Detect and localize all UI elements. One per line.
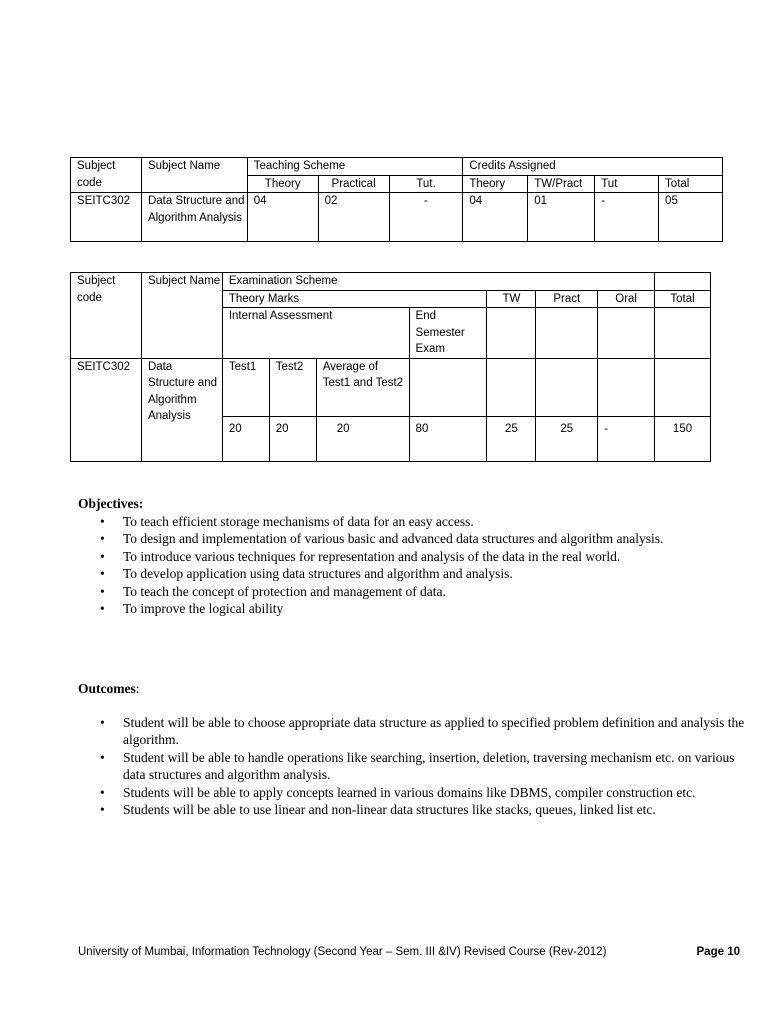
test2-cell: 20 — [269, 416, 316, 461]
blank-cell — [536, 358, 598, 416]
blank-cell — [655, 308, 711, 359]
header-credit-theory: Theory — [463, 175, 528, 193]
list-item: • To improve the logical ability — [123, 600, 748, 618]
table-row — [71, 193, 723, 242]
header-examination-scheme: Examination Scheme — [222, 273, 654, 291]
tut-cell: - — [389, 193, 463, 242]
list-item: • To develop application using data structures and algorithm and analysis. — [123, 565, 748, 583]
header-internal-assessment: Internal Assessment — [222, 308, 409, 359]
test1-cell: 20 — [222, 416, 269, 461]
examination-scheme-table — [70, 272, 711, 462]
objectives-list — [78, 513, 748, 618]
total-cell: 150 — [655, 416, 711, 461]
footer-text: University of Mumbai, Information Technology (Second Year – Sem. III &IV) Revised Course (Rev-2012) — [78, 946, 607, 958]
teaching-scheme-table — [70, 157, 723, 242]
header-test2: Test2 — [269, 358, 316, 416]
subject-code-cell: SEITC302 — [71, 193, 142, 242]
header-theory-marks: Theory Marks — [222, 290, 487, 308]
outcomes-colon: : — [135, 681, 140, 696]
blank-cell — [598, 358, 655, 416]
header-end-semester-exam: End Semester Exam — [409, 308, 487, 359]
theory-cell: 04 — [247, 193, 318, 242]
header-pract: Pract — [536, 290, 598, 308]
header-practical: Practical — [318, 175, 389, 193]
practical-cell: 02 — [318, 193, 389, 242]
blank-cell — [655, 358, 711, 416]
header-tut: Tut. — [389, 175, 463, 193]
list-item: • To teach efficient storage mechanisms of data for an easy access. — [123, 513, 748, 531]
header-theory: Theory — [247, 175, 318, 193]
list-item: • Student will be able to handle operations like searching, insertion, deletion, traversing mechanism etc. on various data structures and algorithm analysis. — [123, 749, 748, 784]
tw-cell: 25 — [487, 416, 536, 461]
list-item: • To introduce various techniques for representation and analysis of the data in the real world. — [123, 548, 748, 566]
average-cell: 20 — [316, 416, 409, 461]
header-credits-assigned: Credits Assigned — [463, 158, 723, 176]
credit-theory-cell: 04 — [463, 193, 528, 242]
credit-total-cell: 05 — [659, 193, 723, 242]
subject-name-cell: Data Structure and Algorithm Analysis — [141, 358, 222, 461]
header-tw: TW — [487, 290, 536, 308]
header-subject-code: Subject code — [71, 158, 142, 193]
blank-cell — [487, 308, 536, 359]
subject-name-cell: Data Structure and Algorithm Analysis — [141, 193, 247, 242]
outcomes-list — [78, 714, 748, 819]
list-item: • Student will be able to choose appropriate data structure as applied to specified problem definition and analysis the algorithm. — [123, 714, 748, 749]
page-footer — [78, 946, 740, 958]
outcomes-section — [78, 680, 748, 819]
list-item: • Students will be able to use linear and non-linear data structures like stacks, queues, linked list etc. — [123, 801, 748, 819]
objectives-section — [78, 495, 748, 618]
header-test1: Test1 — [222, 358, 269, 416]
header-subject-code: Subject code — [71, 273, 142, 359]
outcomes-title: Outcomes — [78, 681, 136, 696]
header-total: Total — [655, 290, 711, 308]
oral-cell: - — [598, 416, 655, 461]
blank-cell — [487, 358, 536, 416]
list-item: • To design and implementation of various basic and advanced data structures and algorithm analysis. — [123, 530, 748, 548]
blank-cell — [655, 273, 711, 291]
page-number: Page 10 — [696, 946, 740, 958]
credit-tut-cell: - — [595, 193, 659, 242]
header-credit-tut: Tut — [595, 175, 659, 193]
list-item: • Students will be able to apply concepts learned in various domains like DBMS, compiler construction etc. — [123, 784, 748, 802]
header-oral: Oral — [598, 290, 655, 308]
list-item: • To teach the concept of protection and management of data. — [123, 583, 748, 601]
blank-cell — [536, 308, 598, 359]
header-average: Average of Test1 and Test2 — [316, 358, 409, 416]
blank-cell — [409, 358, 487, 416]
header-subject-name: Subject Name — [141, 158, 247, 193]
header-subject-name: Subject Name — [141, 273, 222, 359]
header-tw-pract: TW/Pract — [528, 175, 595, 193]
end-semester-cell: 80 — [409, 416, 487, 461]
subject-code-cell: SEITC302 — [71, 358, 142, 461]
objectives-title: Objectives: — [78, 496, 144, 511]
blank-cell — [598, 308, 655, 359]
credit-tw-pract-cell: 01 — [528, 193, 595, 242]
header-total: Total — [659, 175, 723, 193]
pract-cell: 25 — [536, 416, 598, 461]
outcomes-heading — [78, 680, 748, 698]
header-teaching-scheme: Teaching Scheme — [247, 158, 463, 176]
